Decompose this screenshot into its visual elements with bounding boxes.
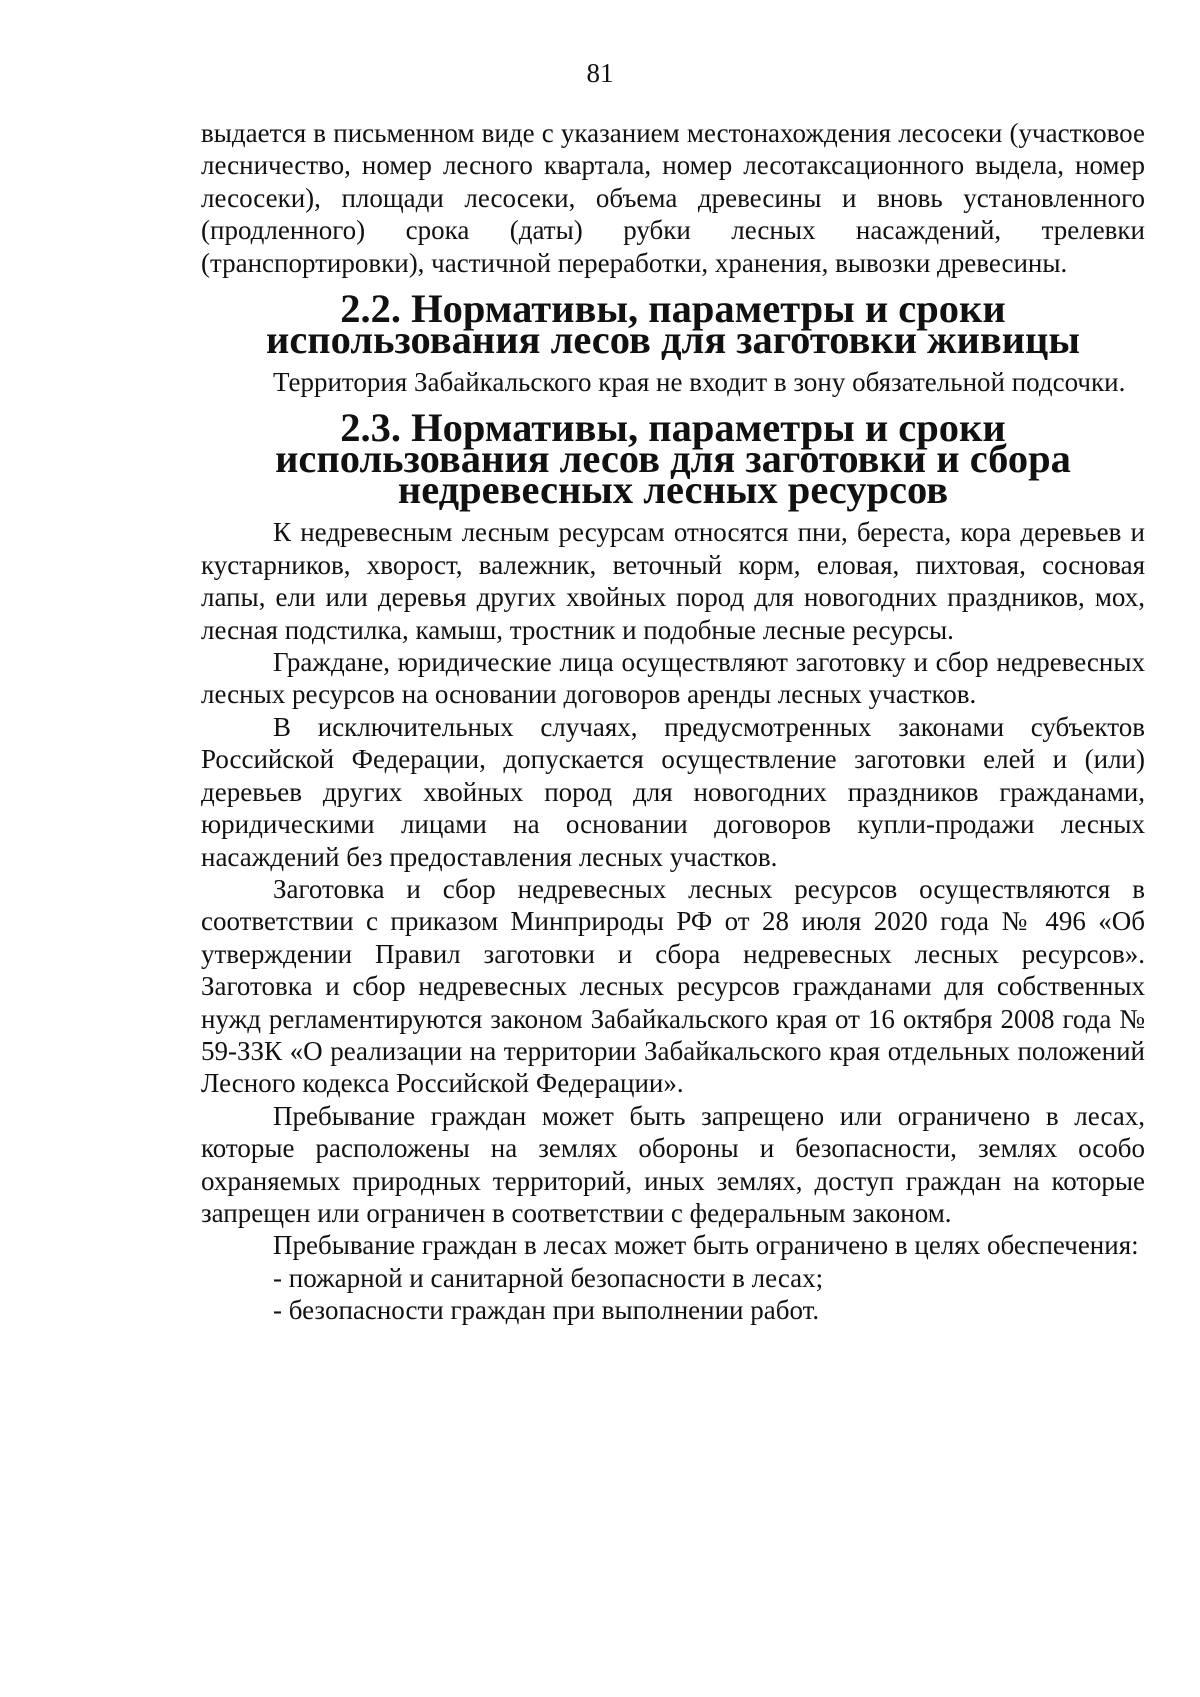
paragraph-citizens-legal-entities: Граждане, юридические лица осуществляют заготовку и сбор недревесных лесных ресурсов на основании договоров аренды лесных участков. (201, 647, 1145, 710)
paragraph-non-timber-resources: К недревесным лесным ресурсам относятся пни, береста, кора деревьев и кустарников, хворост, валежник, веточный корм, еловая, пихтовая, сосновая лапы, ели или деревья других хвойных пород для новогодних праздников, мох, лесная подстилка, камыш, тростник и подобные лесные ресурсы. (201, 517, 1145, 645)
paragraph-regulations: Заготовка и сбор недревесных лесных ресурсов осуществляются в соответствии с приказом Минприроды РФ от 28 июля 2020 года № 496 «Об утверждении Правил заготовки и сбора недревесных лесных ресурсов». Заготовка и сбор недревесных лесных ресурсов гражданами для собственных нужд регламентируются законом Забайкальского края от 16 октября 2008 года № 59-ЗЗК «О реализации на территории Забайкальского края отдельных положений Лесного кодекса Российской Федерации». (201, 873, 1145, 1099)
paragraph-restricted-access: Пребывание граждан может быть запрещено или ограничено в лесах, которые расположены на землях обороны и безопасности, землях особо охраняемых природных территорий, иных землях, доступ граждан на которые запрещен или ограничен в соответствии с федеральным законом. (201, 1100, 1145, 1228)
paragraph-intro: выдается в письменном виде с указанием местонахождения лесосеки (участковое лесничество, номер лесного квартала, номер лесотаксационного выдела, номер лесосеки), площади лесосеки, объема древесины и вновь установленного (продленного) срока (даты) рубки лесных насаждений, трелевки (транспортировки), частичной переработки, хранения, вывозки древесины. (201, 118, 1145, 278)
paragraph-exceptional-cases: В исключительных случаях, предусмотренных законами субъектов Российской Федерации, допускается осуществление заготовки елей и (или) деревьев других хвойных пород для новогодних праздников гражданами, юридическими лицами на основании договоров купли-продажи лесных насаждений без предоставления лесных участков. (201, 711, 1145, 872)
paragraph-resin: Территория Забайкальского края не входит в зону обязательной подсочки. (273, 367, 1126, 398)
section-heading-2-3: 2.3. Нормативы, параметры и сроки использования лесов для заготовки и сбора недревесных лесных ресурсов (275, 405, 1071, 513)
document-body (201, 117, 1145, 1327)
section-heading-2-2: 2.2. Нормативы, параметры и сроки использования лесов для заготовки живицы (265, 286, 1080, 363)
page-number: 81 (586, 58, 614, 88)
paragraph-limitation-purposes: Пребывание граждан в лесах может быть ограничено в целях обеспечения: (273, 1230, 1139, 1261)
list-item: - пожарной и санитарной безопасности в лесах; (273, 1262, 824, 1293)
list-item: - безопасности граждан при выполнении работ. (273, 1295, 820, 1326)
